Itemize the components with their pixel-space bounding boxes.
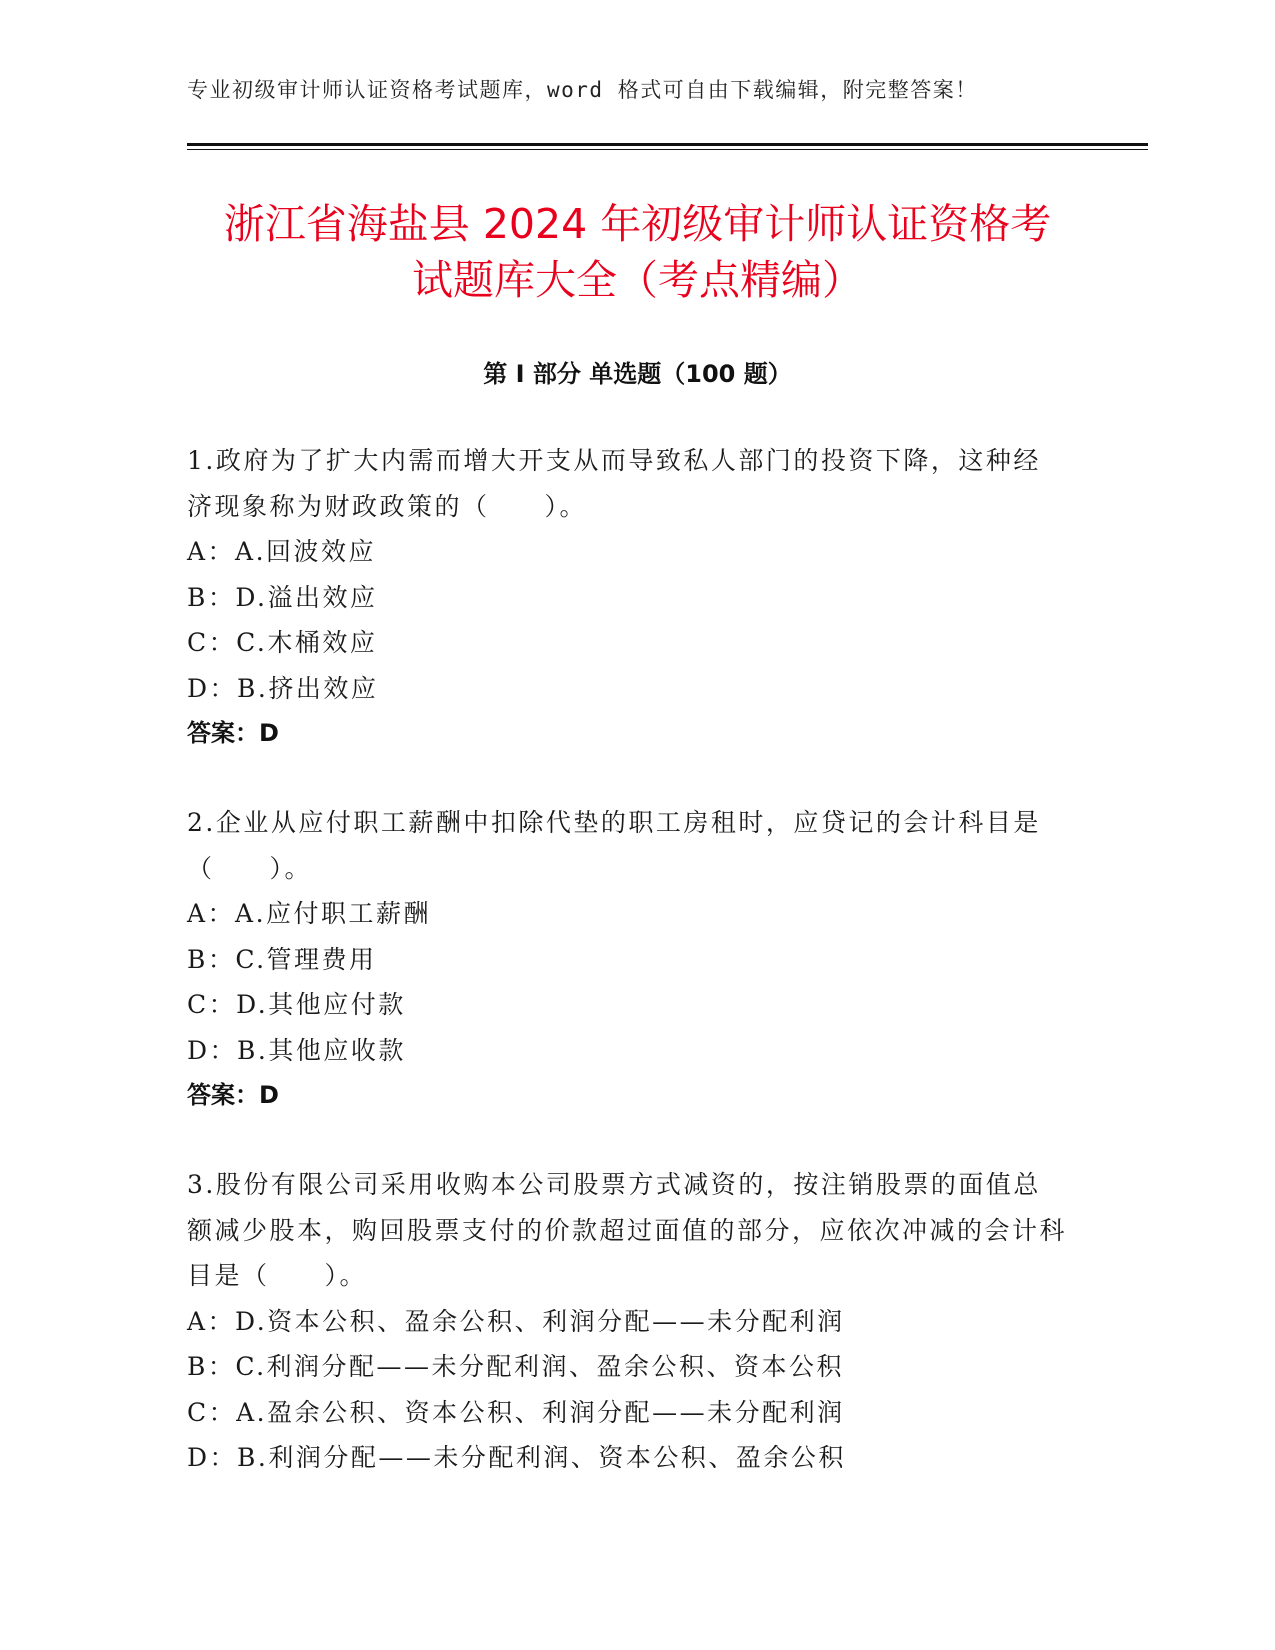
option-b: B：D.溢出效应 xyxy=(187,582,378,612)
option-b: B：C.管理费用 xyxy=(187,944,377,974)
question-stem: 1.政府为了扩大内需而增大开支从而导致私人部门的投资下降，这种经济现象称为财政政策的（ ）。 xyxy=(187,446,1041,521)
header-rule-thin xyxy=(187,149,1148,150)
document-title xyxy=(160,196,1115,308)
question-list xyxy=(187,438,1067,1525)
answer: 答案：D xyxy=(187,1081,279,1109)
question-stem: 3.股份有限公司采用收购本公司股票方式减资的，按注销股票的面值总额减少股本，购回股票支付的价款超过面值的部分，应依次冲减的会计科目是（ ）。 xyxy=(187,1170,1068,1290)
option-d: D：B.挤出效应 xyxy=(187,673,379,703)
question-3 xyxy=(187,1162,1067,1481)
option-c: C：A.盈余公积、资本公积、利润分配——未分配利润 xyxy=(187,1397,845,1427)
title-line-1: 浙江省海盐县 2024 年初级审计师认证资格考 xyxy=(223,200,1052,248)
section-heading: 第 I 部分 单选题（100 题） xyxy=(483,360,792,388)
header-rule-thick xyxy=(187,143,1148,146)
option-d: D：B.其他应收款 xyxy=(187,1035,406,1065)
option-a: A：A.回波效应 xyxy=(187,537,377,566)
option-a: A：D.资本公积、盈余公积、利润分配——未分配利润 xyxy=(187,1306,845,1336)
question-stem: 2.企业从应付职工薪酬中扣除代垫的职工房租时，应贷记的会计科目是（ ）。 xyxy=(187,808,1041,883)
option-c: C：D.其他应付款 xyxy=(187,990,406,1019)
title-line-2: 试题库大全（考点精编） xyxy=(412,256,863,304)
option-a: A：A.应付职工薪酬 xyxy=(187,899,432,928)
question-1 xyxy=(187,438,1067,756)
question-2 xyxy=(187,800,1067,1118)
option-b: B：C.利润分配——未分配利润、盈余公积、资本公积 xyxy=(187,1352,845,1381)
option-d: D：B.利润分配——未分配利润、资本公积、盈余公积 xyxy=(187,1443,846,1472)
answer: 答案：D xyxy=(187,719,279,747)
header-note: 专业初级审计师认证资格考试题库，word 格式可自由下载编辑，附完整答案！ xyxy=(187,78,978,102)
option-c: C：C.木桶效应 xyxy=(187,628,378,657)
